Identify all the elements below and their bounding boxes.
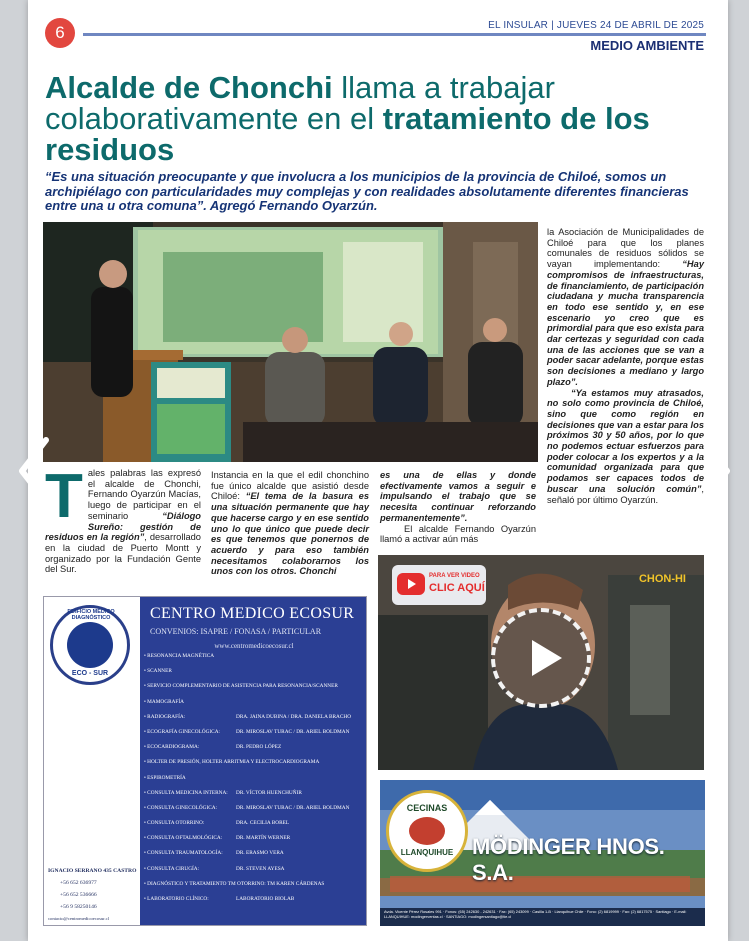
cecinas-seal-center [409, 817, 445, 845]
ecosur-service-doctor: DR. MARTÍN WERNER [236, 835, 291, 842]
video-badge[interactable] [392, 565, 486, 605]
modinger-brand: MÖDINGER HNOS. S.A. [472, 834, 665, 885]
section-label: MEDIO AMBIENTE [590, 38, 704, 53]
ecosur-service-name: • CONSULTA MEDICINA INTERNA: [144, 789, 228, 796]
cecinas-seal-bottom: LLANQUIHUE [400, 848, 454, 857]
ecosur-phone-2: +56 652 536666 [60, 892, 97, 898]
drop-cap: T [45, 462, 83, 531]
video-player[interactable] [378, 555, 704, 770]
col2-text-a: Instancia en la que el edil chonchino fue único alcalde que asistió desde Chiloé: [211, 470, 369, 502]
col1-text-a: ales palabras las expresó el alcalde de Chonchi, Fernando Oyarzún Macías, luego de participar en el seminario [87, 468, 201, 521]
ecosur-convenios: CONVENIOS: ISAPRE / FONASA / PARTICULAR [150, 627, 322, 636]
ecosur-service-name: • CONSULTA OTORRINO: [144, 820, 205, 827]
article-column-1 [45, 462, 201, 575]
ecosur-phone-3: +56 9 58250146 [60, 904, 97, 910]
headline [45, 72, 705, 165]
ecosur-service-name: • LABORATORIO CLÍNICO: [144, 896, 209, 902]
col3-quote: es una de ellas y donde efectivamente vamos a seguir e impulsando el trabajo que se necesita continuar reforzando permanentemente”. [380, 470, 536, 523]
channel-logo: CHON-HI [638, 573, 686, 585]
ecosur-service-name: • MAMOGRAFÍA [144, 698, 184, 705]
ecosur-service-item [144, 759, 366, 774]
ecosur-seal-bottom: ECO - SUR [71, 670, 109, 677]
ecosur-service-doctor: LABORATORIO BIOLAB [236, 896, 295, 902]
ecosur-service-doctor: DR. MIROSLAV TURAC / DR. ARIEL BOLDMAN [236, 804, 350, 811]
ecosur-service-item [144, 896, 366, 911]
ecosur-service-list [144, 653, 366, 911]
ecosur-seal-inner [67, 622, 113, 668]
ecosur-title: CENTRO MEDICO ECOSUR [150, 605, 355, 622]
page-number: 6 [45, 18, 75, 48]
col4-quote-2: “Ya estamos muy atrasados, no solo como provincia de Chiloé, sino que como región en decisiones que van a estar para los próximos 30 y 50 años, por lo que no podemos ectuar esfuerzos para poder colocar a los expertos y a la comunidad organizada para que podamos ser capaces todos de buscar una solución común” [547, 387, 704, 494]
ecosur-seal-text: EDIFICIO MÉDICO DIAGNÓSTICO [67, 609, 115, 621]
ecosur-contact [48, 865, 140, 925]
headline-bold-1: Alcalde de Chonchi [45, 70, 333, 105]
ecosur-service-item [144, 653, 366, 668]
article-column-3 [380, 470, 536, 545]
ecosur-service-item [144, 699, 366, 714]
ecosur-service-item [144, 881, 366, 896]
ecosur-service-name: • SCANNER [144, 668, 172, 675]
video-badge-line1: PARA VER VIDEO [429, 573, 480, 579]
ecosur-address: IGNACIO SERRANO 435 CASTRO [48, 868, 137, 874]
ecosur-service-doctor: DR. ERASMO VERA [236, 850, 284, 857]
ecosur-service-item [144, 790, 366, 805]
newspaper-page [28, 0, 728, 941]
ecosur-advertisement[interactable] [43, 596, 367, 926]
modinger-footer: Avda. Vicente Pérez Rosales 991 · Fonos: (65) 242630 - 242631 · Fax: (65) 243099 · Casilla 1-B · Llanquihue Chile · Fono: (2) 6819999 · Fax: (2) 6817575 · Santiago · E-mail: LLANQUIHUE: modingerventas.cl · SANTIAGO: modingersantiago@tie.cl [384, 909, 687, 919]
dateline: EL INSULAR | JUEVES 24 DE ABRIL DE 2025 [488, 20, 704, 31]
ecosur-service-name: • ECOGRAFÍA GINECOLÓGICA: [144, 728, 221, 735]
ecosur-service-item [144, 835, 366, 850]
cecinas-seal [386, 790, 468, 872]
col1-text-c: , desarrollado en la ciudad de Puerto Montt y organizado por la Fundación Gente del Sur. [45, 532, 201, 575]
ecosur-service-item [144, 744, 366, 759]
ecosur-service-doctor: DRA. JAINA DUBINA / DRA. DANIELA BRACHO [236, 713, 352, 720]
ecosur-phone-1: +56 652 636977 [60, 880, 97, 886]
ecosur-service-name: • CONSULTA OFTALMOLÓGICA: [144, 835, 223, 842]
next-page-arrow[interactable] [699, 436, 733, 506]
article-column-2 [211, 470, 369, 577]
ecosur-service-name: • DIAGNÓSTICO Y TRATAMIENTO TM OTORRINO: TM KAREN CÁRDENAS [144, 880, 325, 887]
ecosur-email: contacto@centromedicoecosur.cl [48, 916, 109, 921]
col1-seminar-name: “Diálogo Sureño: gestión de residuos en la región” [45, 510, 201, 543]
ecosur-service-item [144, 775, 366, 790]
col3-text: El alcalde Fernando Oyarzún llamó a activar aún más [380, 523, 536, 545]
ecosur-service-item [144, 866, 366, 881]
article-column-4 [547, 227, 704, 505]
col4-quote-1: “Hay compromisos de infraestructuras, de financiamiento, de participación ciudadana y mucha transparencia en todo ese sentido y, en ese escenario yo creo que es primordial para que eso exista para dar certezas y seguridad con cada una de las acciones que se van a poder sacar adelante, porque estas son decisiones a mediano y largo plazo”. [547, 259, 704, 387]
ecosur-service-name: • ESPIROMETRÍA [144, 774, 186, 781]
ecosur-service-name: • SERVICIO COMPLEMENTARIO DE ASISTENCIA PARA RESONANCIA/SCANNER [144, 683, 338, 690]
col4-text-a: la Asociación de Municipalidades de Chiloé para que los planes comunales de residuos sólidos se vayan implementando: [547, 227, 704, 270]
headline-regular: llama a trabajar colaborativamente en el [45, 70, 555, 136]
ecosur-service-item [144, 820, 366, 835]
cecinas-seal-top: CECINAS [406, 803, 448, 813]
ecosur-service-item [144, 714, 366, 729]
ecosur-service-doctor: DRA. CECILIA BOREL [236, 820, 290, 827]
modinger-advertisement[interactable] [380, 780, 705, 926]
ecosur-service-item [144, 729, 366, 744]
previous-page-arrow[interactable] [16, 436, 50, 506]
play-icon [532, 640, 562, 676]
ecosur-service-name: • CONSULTA TRAUMATOLOGÍA: [144, 850, 223, 857]
seminar-photo [43, 222, 538, 462]
ecosur-service-name: • ECOCARDIOGRAMA: [144, 744, 200, 751]
ecosur-service-doctor: DR. STEVEN AYESA [236, 865, 285, 872]
ecosur-service-name: • RESONANCIA MAGNÉTICA [144, 653, 215, 659]
ecosur-service-name: • CONSULTA CIRUGÍA: [144, 865, 200, 872]
col4-text-d: , señaló por último Oyarzún. [547, 483, 704, 505]
ecosur-service-item [144, 668, 366, 683]
ecosur-service-item [144, 683, 366, 698]
video-badge-line2: CLIC AQUÍ [429, 582, 485, 594]
ecosur-service-doctor: DR. MIROSLAV TURAC / DR. ARIEL BOLDMAN [236, 728, 350, 735]
lead-paragraph: “Es una situación preocupante y que involucra a los municipios de la provincia de Chiloé, somos un archipiélago con particularidades muy complejas y con realidades absolutamente diferentes financieras entre una u otra comuna”. Agregó Fernando Oyarzún. [45, 169, 689, 213]
ecosur-service-name: • CONSULTA GINECOLÓGICA: [144, 804, 218, 811]
ecosur-service-item [144, 805, 366, 820]
ecosur-service-name: • HOLTER DE PRESIÓN, HOLTER ARRITMIA Y ELECTROCARDIOGRAMA [144, 759, 320, 766]
ecosur-service-name: • RADIOGRAFÍA: [144, 713, 186, 720]
ecosur-web: www.centromedicoecosur.cl [214, 642, 294, 650]
ecosur-service-doctor: DR. VÍCTOR HUENCHUÑIR [236, 789, 302, 796]
ecosur-service-item [144, 850, 366, 865]
seminar-photo-illustration [43, 222, 538, 462]
ecosur-service-doctor: DR. PEDRO LÓPEZ [236, 744, 282, 751]
play-button[interactable] [491, 608, 591, 708]
col2-quote: “El tema de la basura es una situación permanente que hay que hacerse cargo y en ese sentido uno lo que único que puede decir es que tenemos que ponernos de acuerdo y para eso también necesitamos colaborarnos los unos con los otros. Chonchi [211, 491, 369, 577]
ecosur-seal [50, 605, 130, 685]
header-rule [83, 33, 706, 36]
headline-bold-2: tratamiento de los residuos [45, 101, 650, 167]
youtube-icon [397, 573, 425, 595]
